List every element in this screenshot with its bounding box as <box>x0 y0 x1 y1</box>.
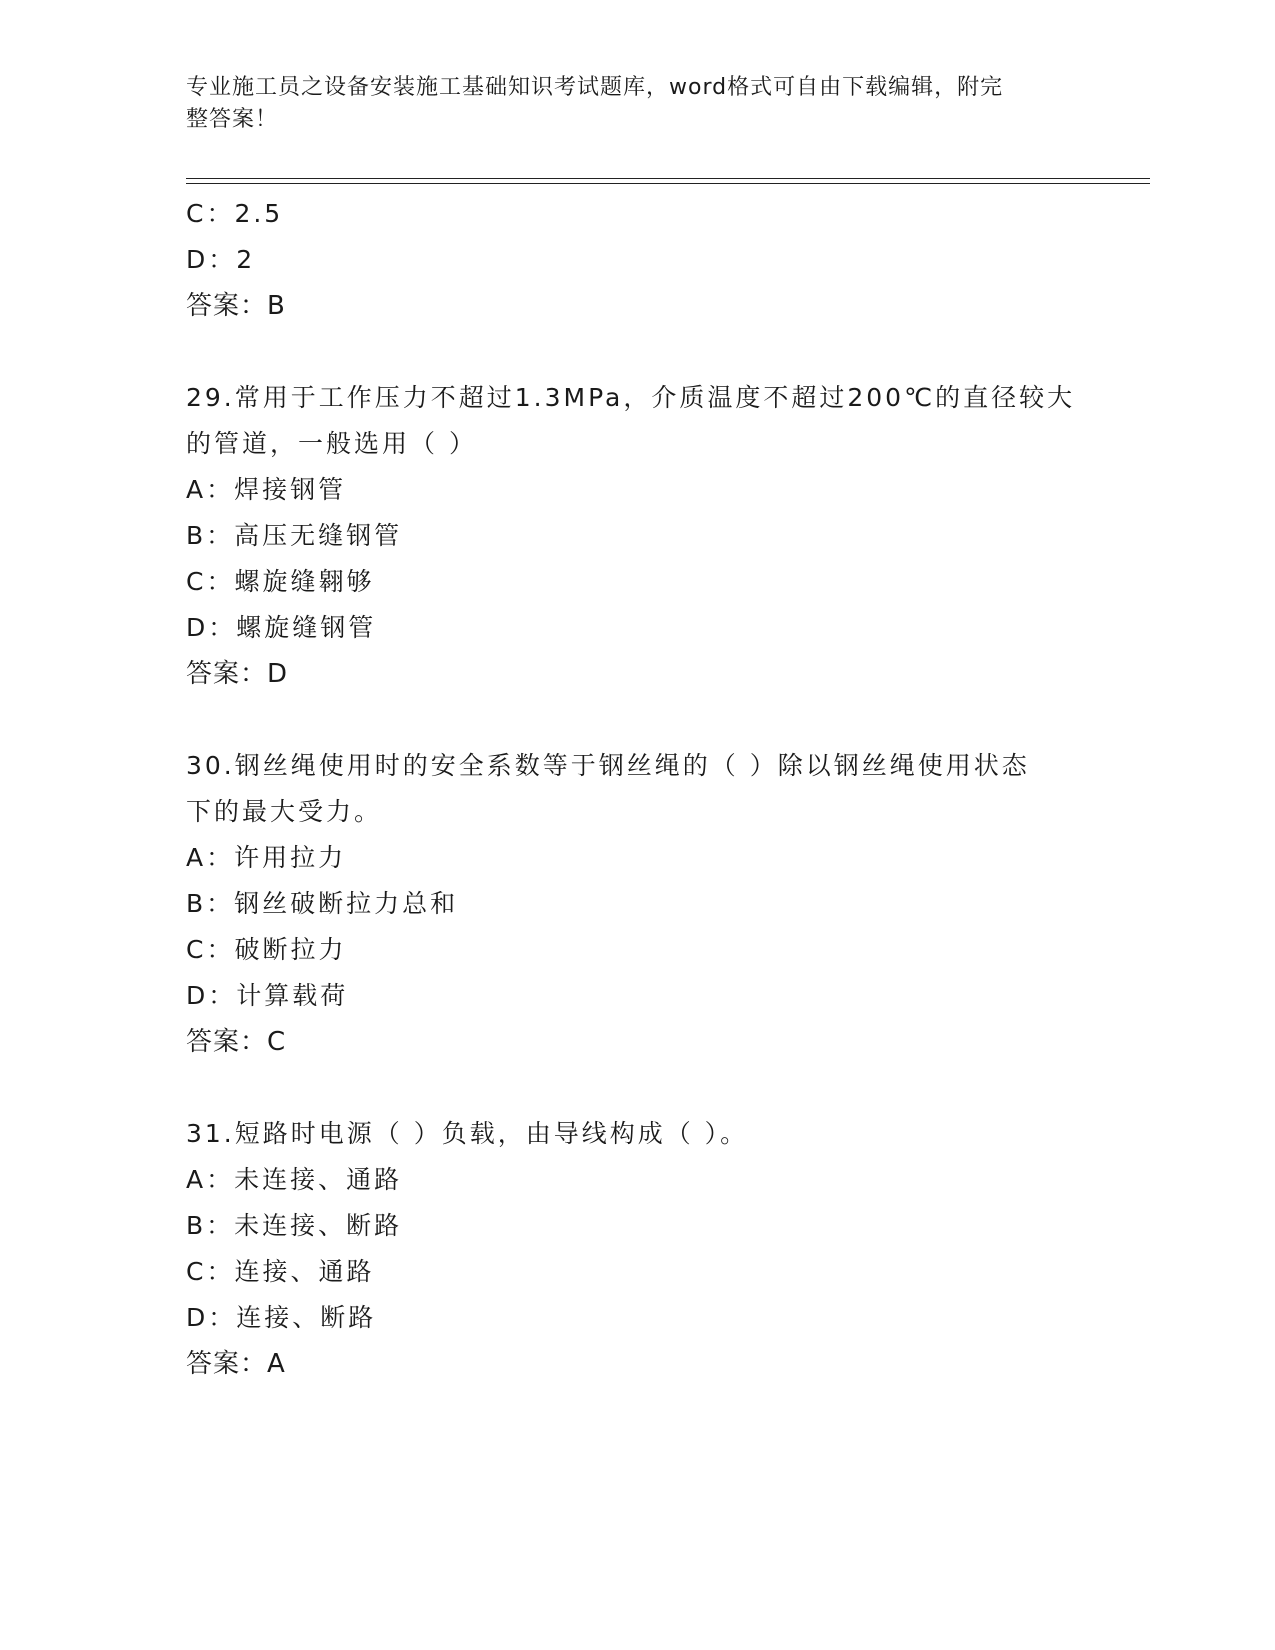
question-stem-line: 29.常用于工作压力不超过1.3MPa，介质温度不超过200℃的直径较大 <box>186 383 1076 412</box>
answer: 答案：A <box>186 1349 286 1379</box>
answer: 答案：B <box>186 291 286 321</box>
option-b: B：钢丝破断拉力总和 <box>186 889 459 918</box>
header-line-1: 专业施工员之设备安装施工基础知识考试题库，word格式可自由下载编辑，附完 <box>186 75 1004 100</box>
question-list <box>186 191 1086 1387</box>
question-31 <box>186 1111 1086 1387</box>
question-stem-line: 30.钢丝绳使用时的安全系数等于钢丝绳的（ ）除以钢丝绳使用状态 <box>186 751 1030 780</box>
header-line-2: 整答案！ <box>186 107 279 132</box>
option-d: D：连接、断路 <box>186 1303 377 1332</box>
previous-question-tail <box>186 191 1086 329</box>
option-a: A：未连接、通路 <box>186 1165 403 1194</box>
spacer <box>186 697 1086 743</box>
option-c: C：2.5 <box>186 199 284 228</box>
question-stem-line: 的管道，一般选用（ ） <box>186 429 477 458</box>
answer: 答案：C <box>186 1027 287 1057</box>
option-c: C：连接、通路 <box>186 1257 375 1286</box>
option-c: C：螺旋缝翱够 <box>186 567 375 596</box>
option-b: B：未连接、断路 <box>186 1211 403 1240</box>
option-d: D：2 <box>186 245 256 274</box>
question-29 <box>186 375 1086 697</box>
option-b: B：高压无缝钢管 <box>186 521 403 550</box>
option-d: D：螺旋缝钢管 <box>186 613 377 642</box>
question-stem-line: 31.短路时电源（ ）负载，由导线构成（ ）。 <box>186 1119 749 1148</box>
option-d: D：计算载荷 <box>186 981 349 1010</box>
document-header <box>186 72 1066 136</box>
question-stem-line: 下的最大受力。 <box>186 797 383 826</box>
header-divider-bottom <box>186 183 1150 184</box>
spacer <box>186 329 1086 375</box>
answer: 答案：D <box>186 659 289 689</box>
option-a: A：许用拉力 <box>186 843 347 872</box>
question-30 <box>186 743 1086 1065</box>
option-a: A：焊接钢管 <box>186 475 347 504</box>
spacer <box>186 1065 1086 1111</box>
header-divider-top <box>186 178 1150 179</box>
option-c: C：破断拉力 <box>186 935 347 964</box>
